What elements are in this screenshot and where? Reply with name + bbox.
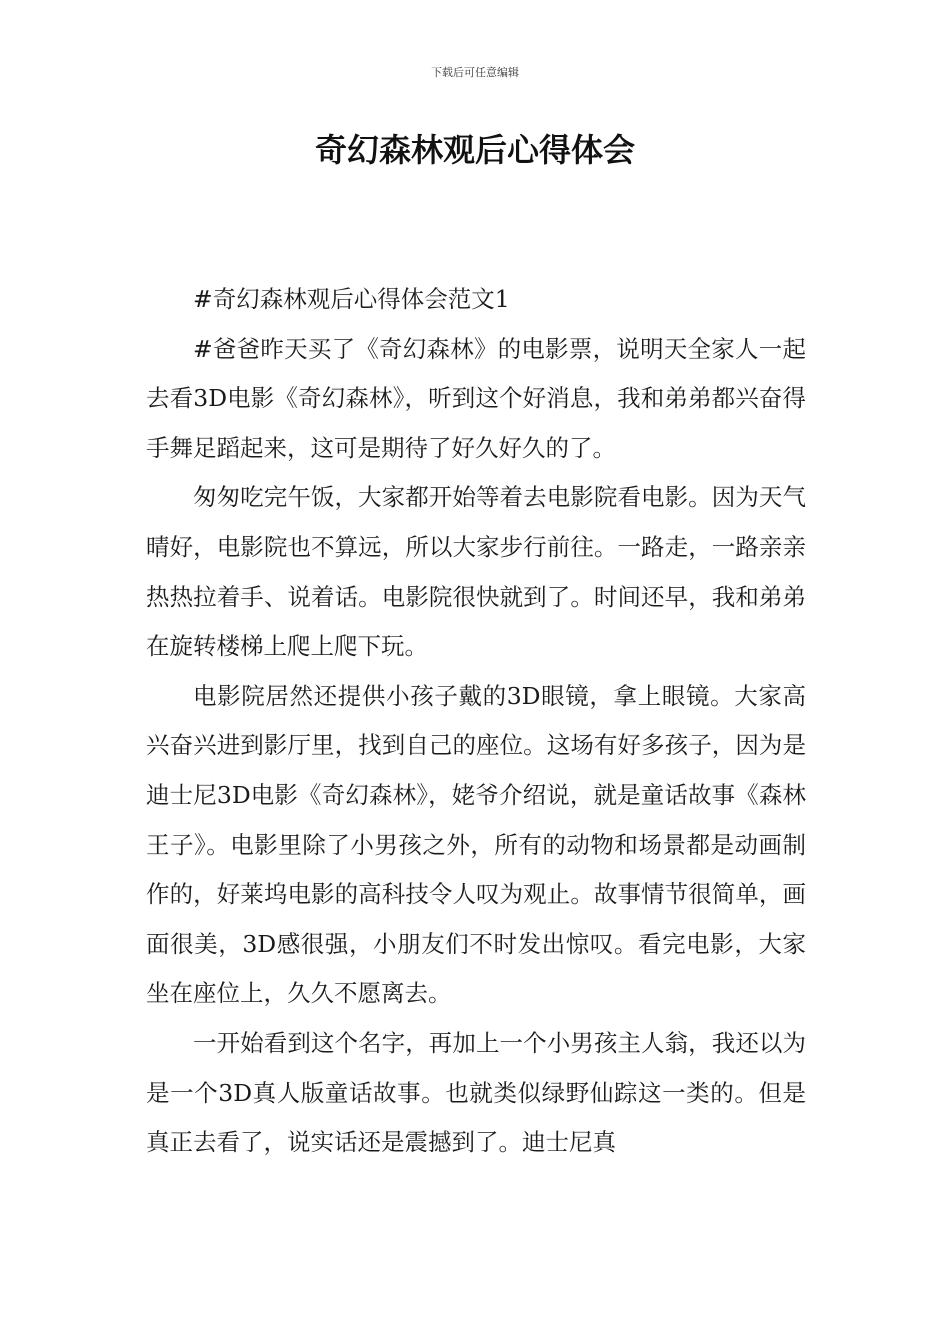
paragraph: #爸爸昨天买了《奇幻森林》的电影票，说明天全家人一起去看3D电影《奇幻森林》，听到这个好消息，我和弟弟都兴奋得手舞足蹈起来，这可是期待了好久好久的了。 <box>146 334 806 462</box>
paragraph-heading: #奇幻森林观后心得体会范文1 <box>193 285 510 313</box>
document-title: 奇幻森林观后心得体会 <box>314 131 635 169</box>
paragraph: 电影院居然还提供小孩子戴的3D眼镜，拿上眼镜。大家高兴奋兴进到影厅里，找到自己的座位。这场有好多孩子，因为是迪士尼3D电影《奇幻森林》，姥爷介绍说，就是童话故事《森林王子》。电影里除了小男孩之外，所有的动物和场景都是动画制作的，好莱坞电影的高科技令人叹为观止。故事情节很简单，画面很美，3D感很强，小朋友们不时发出惊叹。看完电影，大家坐在座位上，久久不愿离去。 <box>146 681 806 1008</box>
header-note: 下载后可任意编辑 <box>431 66 519 79</box>
paragraph: 匆匆吃完午饭，大家都开始等着去电影院看电影。因为天气晴好，电影院也不算远，所以大家步行前往。一路走，一路亲亲热热拉着手、说着话。电影院很快就到了。时间还早，我和弟弟在旋转楼梯上爬上爬下玩。 <box>146 483 806 661</box>
document-body <box>146 275 806 1168</box>
paragraph: 一开始看到这个名字，再加上一个小男孩主人翁，我还以为是一个3D真人版童话故事。也就类似绿野仙踪这一类的。但是真正去看了，说实话还是震撼到了。迪士尼真 <box>146 1028 806 1157</box>
